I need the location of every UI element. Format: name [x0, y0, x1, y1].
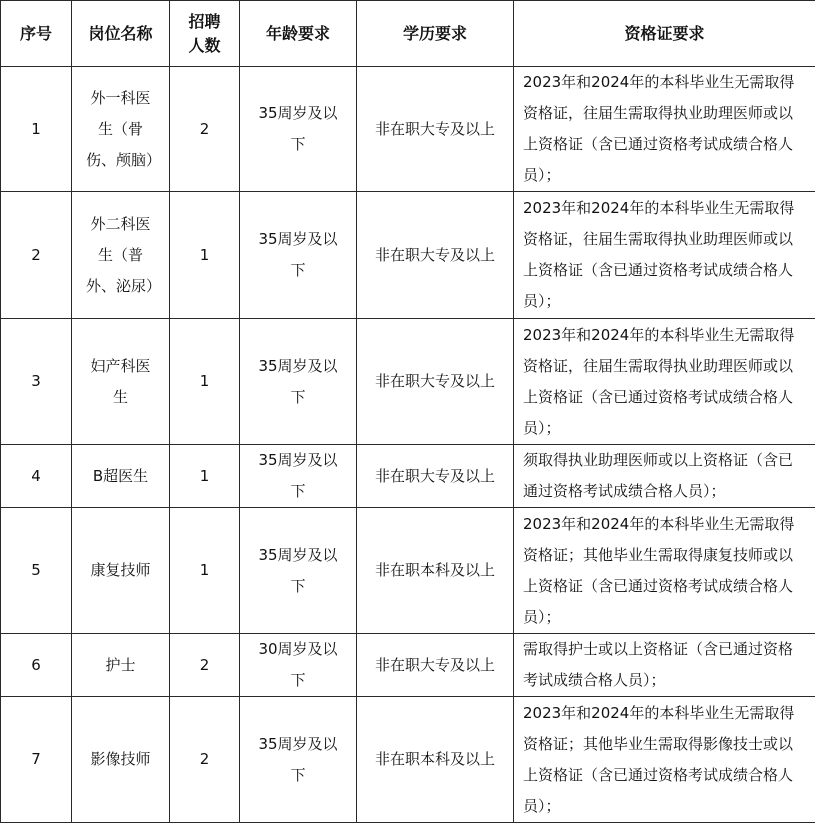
header-age-requirement: 年龄要求: [240, 1, 357, 67]
education-requirement-cell: 非在职大专及以上: [357, 192, 514, 319]
age-requirement-cell: 35周岁及以下: [240, 67, 357, 192]
table-row: [1, 192, 815, 319]
hiring-count-cell: 1: [170, 319, 240, 445]
position-name-cell: 康复技师: [72, 508, 170, 634]
table-row: [1, 67, 815, 192]
education-requirement-cell: 非在职大专及以上: [357, 445, 514, 508]
age-requirement-cell: 35周岁及以下: [240, 445, 357, 508]
age-requirement-cell: 30周岁及以下: [240, 634, 357, 697]
certificate-requirement-cell: 需取得护士或以上资格证（含已通过资格考试成绩合格人员）；: [514, 634, 815, 697]
position-name-cell: 妇产科医生: [72, 319, 170, 445]
header-row: [1, 1, 815, 67]
education-requirement-cell: 非在职本科及以上: [357, 508, 514, 634]
serial-number-cell: 2: [1, 192, 72, 319]
table-row: [1, 634, 815, 697]
header-position-name: 岗位名称: [72, 1, 170, 67]
hiring-count-cell: 1: [170, 192, 240, 319]
age-requirement-cell: 35周岁及以下: [240, 319, 357, 445]
age-requirement-cell: 35周岁及以下: [240, 508, 357, 634]
education-requirement-cell: 非在职本科及以上: [357, 697, 514, 823]
position-name-cell: 外二科医生（普外、泌尿）: [72, 192, 170, 319]
serial-number-cell: 5: [1, 508, 72, 634]
serial-number-cell: 6: [1, 634, 72, 697]
education-requirement-cell: 非在职大专及以上: [357, 634, 514, 697]
certificate-requirement-cell: 2023年和2024年的本科毕业生无需取得资格证，往届生需取得执业助理医师或以上资格证（含已通过资格考试成绩合格人员）；: [514, 67, 815, 192]
position-name-cell: 影像技师: [72, 697, 170, 823]
hiring-count-cell: 1: [170, 508, 240, 634]
serial-number-cell: 4: [1, 445, 72, 508]
certificate-requirement-cell: 须取得执业助理医师或以上资格证（含已通过资格考试成绩合格人员）；: [514, 445, 815, 508]
serial-number-cell: 1: [1, 67, 72, 192]
serial-number-cell: 3: [1, 319, 72, 445]
serial-number-cell: 7: [1, 697, 72, 823]
table-row: [1, 319, 815, 445]
education-requirement-cell: 非在职大专及以上: [357, 319, 514, 445]
table-row: [1, 445, 815, 508]
hiring-count-cell: 2: [170, 634, 240, 697]
education-requirement-cell: 非在职大专及以上: [357, 67, 514, 192]
age-requirement-cell: 35周岁及以下: [240, 697, 357, 823]
certificate-requirement-cell: 2023年和2024年的本科毕业生无需取得资格证，往届生需取得执业助理医师或以上资格证（含已通过资格考试成绩合格人员）；: [514, 319, 815, 445]
certificate-requirement-cell: 2023年和2024年的本科毕业生无需取得资格证；其他毕业生需取得康复技师或以上资格证（含已通过资格考试成绩合格人员）；: [514, 508, 815, 634]
hiring-count-cell: 1: [170, 445, 240, 508]
age-requirement-cell: 35周岁及以下: [240, 192, 357, 319]
table-row: [1, 697, 815, 823]
certificate-requirement-cell: 2023年和2024年的本科毕业生无需取得资格证，往届生需取得执业助理医师或以上资格证（含已通过资格考试成绩合格人员）；: [514, 192, 815, 319]
header-serial-number: 序号: [1, 1, 72, 67]
header-hiring-count: 招聘人数: [170, 1, 240, 67]
hiring-count-cell: 2: [170, 697, 240, 823]
position-name-cell: 外一科医生（骨伤、颅脑）: [72, 67, 170, 192]
header-certificate-requirement: 资格证要求: [514, 1, 815, 67]
header-education-requirement: 学历要求: [357, 1, 514, 67]
certificate-requirement-cell: 2023年和2024年的本科毕业生无需取得资格证；其他毕业生需取得影像技士或以上资格证（含已通过资格考试成绩合格人员）；: [514, 697, 815, 823]
position-name-cell: 护士: [72, 634, 170, 697]
table-row: [1, 508, 815, 634]
position-name-cell: B超医生: [72, 445, 170, 508]
hiring-count-cell: 2: [170, 67, 240, 192]
